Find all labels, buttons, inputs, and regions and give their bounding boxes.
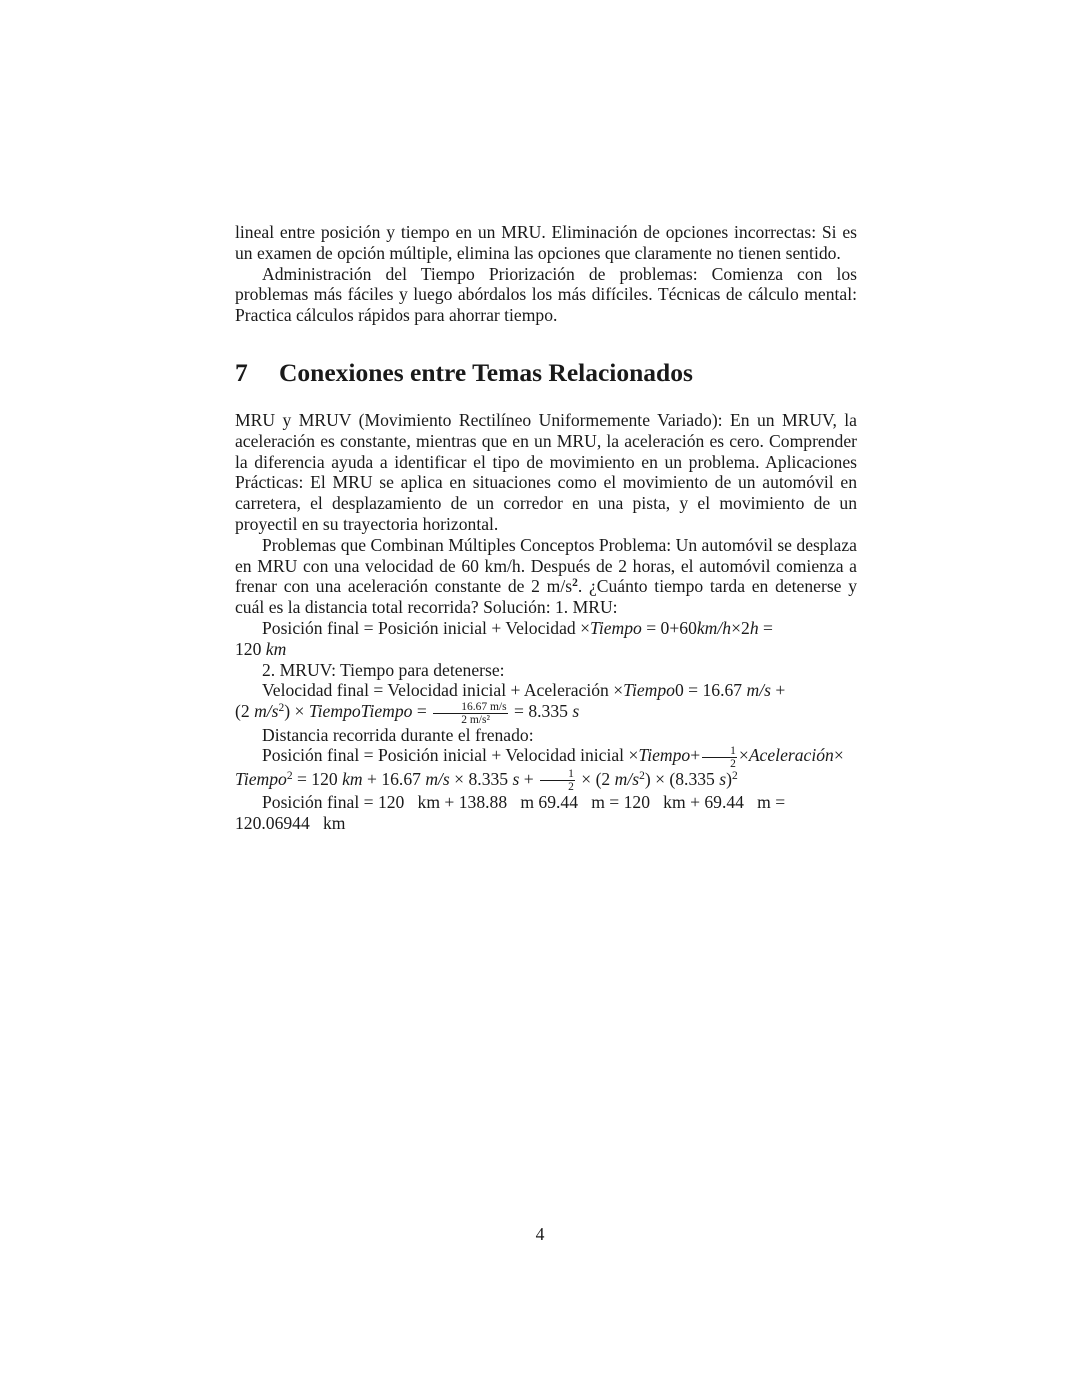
fraction-time: $\frac{16.67 m/s}{\text{2 m/s²}}$ <box>433 702 507 725</box>
page-number: 4 <box>535 1224 545 1244</box>
section-title: Conexiones entre Temas Relacionados <box>279 357 693 387</box>
label-braking-distance: Distancia recorrida durante el frenado: <box>262 724 534 745</box>
paragraph-exam-tips: lineal entre posición y tiempo en un MRU. Eliminación de opciones incorrectas: Si es un examen de opción múltiple, elimina las opciones que claramente no tienen sentido. <box>235 222 857 263</box>
section-number: 7 <box>235 357 248 387</box>
equation-final-position: Posición final = 120 km + 138.88 m 69.44 m = 120 km + 69.44 m = 120.06944 km <box>235 792 786 834</box>
page-content <box>235 222 857 834</box>
equation-braking-position: Posición final = Posición inicial + Velocidad inicial ×Tiempo+ $\frac{1}{2}$ ×Aceleración× Tiempo$^2$ = 120 km + 16.67 m/s × 8.335 s + $\frac{1}{2}$ × (2 $m/s^2) \times (8.335$ s)$^2$ <box>235 744 844 794</box>
step-mruv-stop-time: 2. MRUV: Tiempo para detenerse: <box>262 659 505 680</box>
equation-mru-position: Posición final = Posición inicial + Velocidad ×Tiempo = 0+60km/h×2h = 120 km <box>235 617 773 659</box>
paragraph-time-management: Administración del Tiempo Priorización de problemas: Comienza con los problemas más fáciles y luego abórdalos los más difíciles. Técnicas de cálculo mental: Practica cálculos rápidos para ahorrar tiempo. <box>235 263 857 326</box>
paragraph-problem-statement: Problemas que Combinan Múltiples Conceptos Problema: Un automóvil se desplaza en MRU con una velocidad de 60 km/h. Después de 2 horas, el automóvil comienza a frenar con una aceleración constante de 2 $m/s^2$. ¿Cuánto tiempo tarda en detenerse y cuál es la distancia total recorrida? Solución: 1. MRU: <box>235 534 857 618</box>
paragraph-mru-mruv: MRU y MRUV (Movimiento Rectilíneo Uniformemente Variado): En un MRUV, la aceleración es constante, mientras que en un MRU, la aceleración es cero. Comprender la diferencia ayuda a identificar el tipo de movimiento en un problema. Aplicaciones Prácticas: El MRU se aplica en situaciones como el movimiento de un automóvil en carretera, el desplazamiento de un corredor en una pista, y el movimiento de un proyectil en su trayectoria horizontal. <box>235 409 857 534</box>
section-heading <box>235 358 857 388</box>
equation-mruv-velocity: Velocidad final = Velocidad inicial + Aceleración ×Tiempo0 = 16.67 m/s + (2 $m/s^2$) × TiempoTiempo = $\frac{16.67 m/s}{\text{2 m/s²}}$ = 8.335 s <box>235 680 786 726</box>
